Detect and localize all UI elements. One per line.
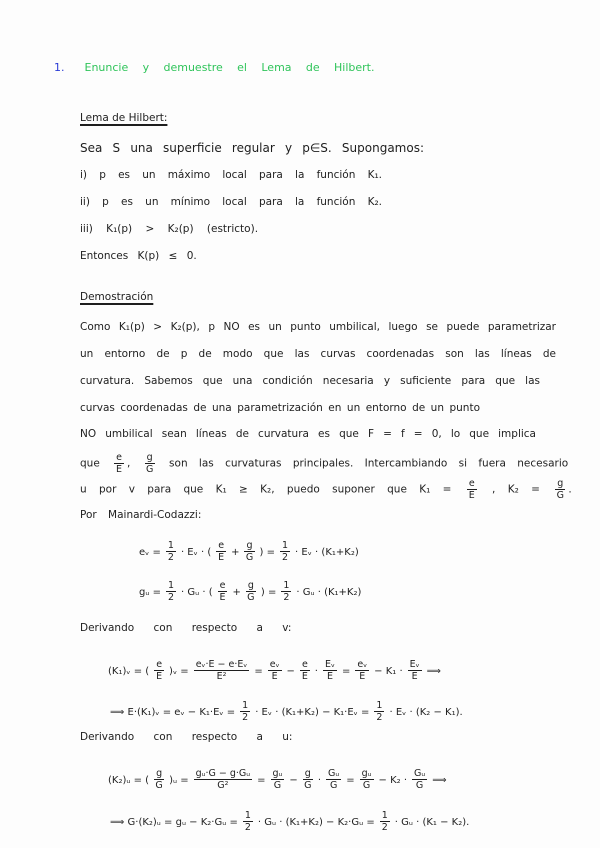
fraction xyxy=(374,700,384,723)
text: u por v para que K₁ ≥ K₂, puedo suponer que K₁ = xyxy=(80,483,452,496)
proof-heading: Demostración xyxy=(80,291,154,303)
denominator: G xyxy=(247,592,255,603)
denominator: 2 xyxy=(244,822,251,833)
lemma-line: ii) p es un mínimo local para la función K₂. xyxy=(80,196,382,208)
numerator: e xyxy=(301,659,308,670)
fraction xyxy=(360,768,374,791)
equation-term: · Gᵤ · (K₁+K₂) − K₂·Gᵤ = xyxy=(257,816,375,828)
numerator: 1 xyxy=(167,540,174,551)
fraction xyxy=(281,580,291,603)
lemma-line: iii) K₁(p) > K₂(p) (estricto). xyxy=(80,223,259,235)
numerator: e xyxy=(156,659,163,670)
numerator: 1 xyxy=(167,580,174,591)
denominator: G xyxy=(155,780,163,791)
exercise-title xyxy=(54,61,374,75)
equation-term: ) = xyxy=(260,586,277,598)
equation-term: − xyxy=(289,774,298,786)
lemma-line: Entonces K(p) ≤ 0. xyxy=(80,250,197,262)
fraction xyxy=(244,540,254,563)
denominator: E xyxy=(326,671,333,682)
equation-term: (K₂)ᵤ = ( xyxy=(108,774,150,786)
text: que xyxy=(80,457,100,470)
numerator: g xyxy=(156,768,163,779)
text: , K₂ = xyxy=(492,483,540,496)
text: . xyxy=(568,483,572,496)
proof-line: Derivando con respecto a u: xyxy=(80,731,293,743)
exercise-number: 1. xyxy=(54,61,65,74)
denominator: E xyxy=(411,671,418,682)
fraction xyxy=(355,659,369,682)
fraction xyxy=(194,768,253,791)
equation-term: eᵥ = xyxy=(139,546,161,558)
equation-term: · Gᵤ · ( xyxy=(181,586,213,598)
denominator: E² xyxy=(216,671,227,682)
proof-line: Como K₁(p) > K₂(p), p NO es un punto umbilical, luego se puede parametrizar xyxy=(80,321,556,333)
numerator: g xyxy=(557,478,564,489)
equation xyxy=(108,810,471,833)
fraction xyxy=(216,540,226,563)
proof-line: Derivando con respecto a v: xyxy=(80,622,292,634)
denominator: G xyxy=(273,780,282,791)
fraction xyxy=(326,768,341,791)
equation-term: · xyxy=(317,774,322,786)
denominator: G xyxy=(329,780,338,791)
equation-term: · Eᵥ · ( xyxy=(180,546,212,558)
numerator: e xyxy=(116,452,122,463)
fraction xyxy=(145,452,155,475)
equation-term: gᵤ = xyxy=(139,586,161,598)
fraction xyxy=(154,659,164,682)
equation-term: · Gᵤ · (K₁+K₂) xyxy=(296,586,362,598)
denominator: G xyxy=(146,464,154,475)
equation-term: − K₁ · xyxy=(374,665,403,677)
fraction xyxy=(412,768,427,791)
equation-term: · Eᵥ · (K₁+K₂) xyxy=(295,546,359,558)
proof-line: curvas coordenadas de una parametrización en un entorno de un punto xyxy=(80,402,480,414)
equation-term: · Gᵤ · (K₁ − K₂). xyxy=(394,816,470,828)
numerator: e xyxy=(218,540,225,551)
fraction xyxy=(467,478,477,501)
numerator: e xyxy=(219,580,226,591)
fraction xyxy=(300,659,310,682)
equation xyxy=(137,540,361,563)
numerator: 1 xyxy=(281,540,289,551)
fraction xyxy=(555,478,565,501)
equation-term: = xyxy=(257,774,266,786)
numerator: eᵥ xyxy=(269,659,280,670)
equation-term: + xyxy=(232,586,241,598)
numerator: gᵤ xyxy=(361,768,372,779)
denominator: G xyxy=(245,552,254,563)
denominator: E xyxy=(359,671,366,682)
equation-term: = xyxy=(341,665,351,677)
equation-term: = xyxy=(254,665,263,677)
numerator: eᵥ xyxy=(357,659,368,670)
denominator: E xyxy=(156,671,163,682)
numerator: eᵥ·E − e·Eᵥ xyxy=(195,659,248,670)
denominator: E xyxy=(271,671,278,682)
lemma-line: Sea S una superficie regular y p∈S. Supongamos: xyxy=(80,141,424,155)
equation-term: )ᵤ = xyxy=(169,774,189,786)
fraction xyxy=(154,768,164,791)
equation-term: ⟹ G·(K₂)ᵤ = gᵤ − K₂·Gᵤ = xyxy=(110,816,238,828)
denominator: 2 xyxy=(242,712,249,723)
numerator: Eᵥ xyxy=(409,659,420,670)
denominator: E xyxy=(468,490,475,501)
fraction xyxy=(166,580,176,603)
denominator: G² xyxy=(217,780,229,791)
numerator: g xyxy=(247,580,254,591)
numerator: e xyxy=(468,478,475,489)
numerator: gᵤ xyxy=(272,768,283,779)
denominator: 2 xyxy=(376,712,383,723)
denominator: G xyxy=(415,780,424,791)
lemma-line: i) p es un máximo local para la función K₁. xyxy=(80,169,382,181)
equation-term: ) = xyxy=(259,546,275,558)
text: , xyxy=(126,457,131,470)
proof-line: NO umbilical sean líneas de curvatura es que F = f = 0, lo que implica xyxy=(80,428,536,440)
numerator: g xyxy=(246,540,253,551)
text: son las curvaturas principales. Intercambiando si fuera necesario xyxy=(169,457,569,470)
denominator: 2 xyxy=(167,552,174,563)
denominator: 2 xyxy=(281,552,289,563)
equation xyxy=(106,768,449,791)
denominator: 2 xyxy=(283,592,290,603)
equation-term: ⟹ E·(K₁)ᵥ = eᵥ − K₁·Eᵥ = xyxy=(110,706,236,718)
denominator: G xyxy=(304,780,312,791)
denominator: 2 xyxy=(167,592,174,603)
fraction xyxy=(218,580,228,603)
equation-term: + xyxy=(231,546,240,558)
numerator: 1 xyxy=(244,810,251,821)
numerator: Eᵥ xyxy=(324,659,335,670)
exercise-statement: Enuncie y demuestre el Lema de Hilbert. xyxy=(84,61,375,74)
fraction xyxy=(280,540,290,563)
denominator: E xyxy=(301,671,308,682)
denominator: G xyxy=(556,490,564,501)
denominator: 2 xyxy=(381,822,388,833)
numerator: g xyxy=(146,452,153,463)
proof-line: Por Mainardi-Codazzi: xyxy=(80,509,202,521)
lemma-heading: Lema de Hilbert: xyxy=(80,112,168,124)
fraction xyxy=(246,580,256,603)
equation xyxy=(108,700,465,723)
numerator: 1 xyxy=(283,580,290,591)
equation-term: · Eᵥ · (K₁+K₂) − K₁·Eᵥ = xyxy=(255,706,370,718)
numerator: g xyxy=(304,768,311,779)
equation-term: − K₂ · xyxy=(378,774,407,786)
equation-term: ⟹ xyxy=(426,665,441,677)
fraction xyxy=(408,659,422,682)
numerator: 1 xyxy=(242,700,249,711)
equation-term: = xyxy=(346,774,355,786)
numerator: Gᵤ xyxy=(328,768,340,779)
denominator: E xyxy=(219,592,226,603)
fraction xyxy=(380,810,390,833)
fraction xyxy=(114,452,124,475)
equation-term: · xyxy=(314,665,318,677)
proof-line: un entorno de p de modo que las curvas coordenadas son las líneas de xyxy=(80,348,556,360)
fraction xyxy=(194,659,250,682)
denominator: E xyxy=(116,464,123,475)
fraction xyxy=(323,659,337,682)
fraction xyxy=(240,700,250,723)
equation-term: ⟹ xyxy=(432,774,447,786)
fraction xyxy=(166,540,176,563)
proof-line: curvatura. Sabemos que una condición necesaria y suficiente para que las xyxy=(80,375,540,387)
numerator: gᵤ·G − g·Gᵤ xyxy=(195,768,251,779)
fraction xyxy=(303,768,313,791)
denominator: G xyxy=(362,780,371,791)
equation-term: (K₁)ᵥ = ( xyxy=(108,665,150,677)
equation xyxy=(137,580,363,603)
equation-term: )ᵥ = xyxy=(169,665,189,677)
numerator: 1 xyxy=(376,700,383,711)
equation-term: · Eᵥ · (K₂ − K₁). xyxy=(389,706,463,718)
equation xyxy=(106,659,443,682)
proof-line-fractions xyxy=(80,478,572,501)
fraction xyxy=(268,659,282,682)
denominator: E xyxy=(218,552,225,563)
proof-line-fractions xyxy=(80,452,569,475)
equation-term: − xyxy=(286,665,295,677)
numerator: 1 xyxy=(381,810,388,821)
numerator: Gᵤ xyxy=(414,768,426,779)
fraction xyxy=(271,768,285,791)
fraction xyxy=(243,810,253,833)
